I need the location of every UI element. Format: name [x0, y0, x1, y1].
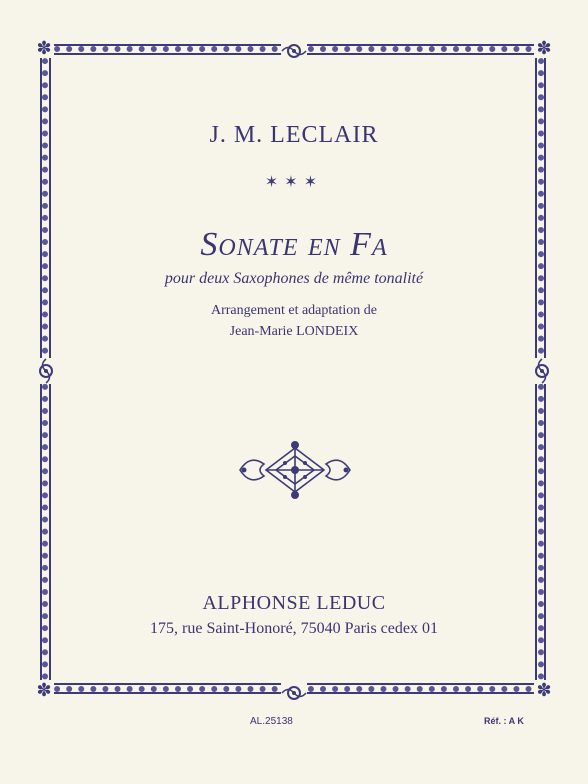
catalog-number: AL.25138 — [250, 716, 293, 727]
corner-rosette-icon: ✽ — [34, 680, 54, 700]
left-center-ornament-icon — [33, 358, 59, 384]
corner-rosette-icon: ✽ — [534, 38, 554, 58]
publisher-name: ALPHONSE LEDUC — [202, 592, 386, 614]
right-center-ornament-icon — [529, 358, 555, 384]
publisher-address: 175, rue Saint-Honoré, 75040 Paris cedex 01 — [150, 620, 438, 637]
corner-rosette-icon: ✽ — [34, 38, 54, 58]
work-title: Sonate en Fa — [200, 226, 388, 263]
vignette-ornament-icon — [236, 440, 354, 500]
bottom-center-ornament-icon — [281, 680, 307, 706]
top-center-ornament-icon — [281, 38, 307, 64]
corner-rosette-icon: ✽ — [534, 680, 554, 700]
arranger-name: Jean-Marie LONDEIX — [229, 324, 359, 339]
star-ornament-icon: ✶✶✶ — [264, 174, 324, 191]
reference-code: Réf. : A K — [484, 716, 524, 726]
composer-name: J. M. LECLAIR — [209, 122, 379, 148]
arrangement-credit-line: Arrangement et adaptation de — [211, 303, 377, 318]
work-subtitle: pour deux Saxophones de même tonalité — [164, 270, 424, 287]
